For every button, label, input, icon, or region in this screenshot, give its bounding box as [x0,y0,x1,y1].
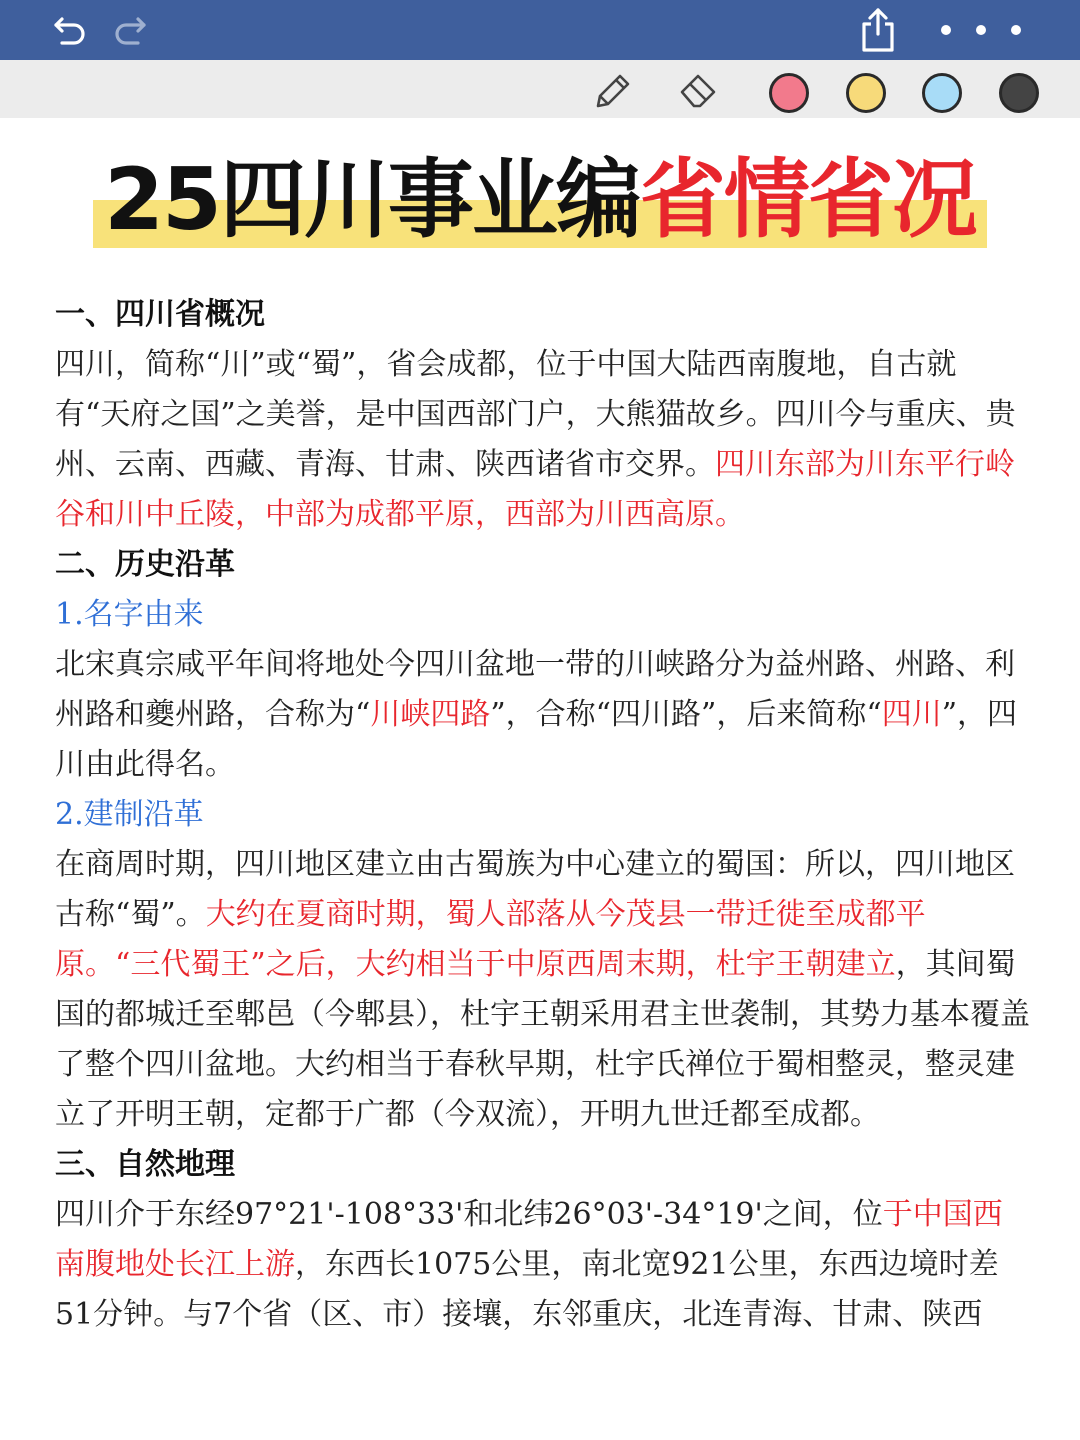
title-part2: 省情省况 [639,150,976,250]
section3-heading: 三、自然地理 [55,1147,235,1182]
section2-p2-text-a: 在商周时期，四川地区建立由古蜀族为中心建立的蜀国：所以，四川地区古称“蜀”。 [55,847,1015,932]
section2-heading: 二、历史沿革 [55,547,235,582]
section2-p1-text-a: 北宋真宗咸平年间将地处今四川盆地一带的川峡路分为益州路、州路、利州路和夔州路，合称为“ [55,647,1015,732]
document-content [55,290,1030,1340]
section2-p2-red: 大约在夏商时期，蜀人部落从今茂县一带迁徙至成都平原。“三代蜀王”之后，大约相当于中原西周末期，杜宇王朝建立 [55,897,926,982]
pencil-tool-button[interactable] [590,68,634,112]
section2-p1-red-b: 四川 [881,697,942,732]
section2-p2-text-b: ，其间蜀国的都城迁至郫邑（今郫县），杜宇王朝采用君主世袭制，其势力基本覆盖了整个四川盆地。大约相当于春秋早期，杜宇氏禅位于蜀相整灵，整灵建立了开明王朝，定都于广都（今双流），开明九世迁都至成都。 [55,947,1030,1132]
dark-gray-color-swatch[interactable] [999,73,1039,113]
section1-paragraph [55,340,1030,540]
pencil-icon [590,68,634,112]
section3-text-b: ，东西长1075公里，南北宽921公里，东西边境时差51分钟。与7个省（区、市）接壤，东邻重庆，北连青海、甘肃、陕西 [55,1247,999,1332]
section2-paragraph-1 [55,640,1030,790]
redo-icon [110,10,150,50]
section2-p1-text-b: ”，合称“四川路”，后来简称“ [490,697,882,732]
undo-icon [50,10,90,50]
yellow-color-swatch[interactable] [846,73,886,113]
eraser-tool-button[interactable] [676,68,720,112]
redo-button[interactable] [108,8,152,52]
more-button[interactable] [936,8,1026,52]
section2-subheading-2: 2.建制沿革 [55,797,204,832]
share-icon [856,6,900,54]
light-blue-color-swatch[interactable] [922,73,962,113]
section2-p1-red-a: 川峡四路 [370,697,491,732]
title-banner [0,140,1080,260]
section1-heading: 一、四川省概况 [55,297,265,332]
section1-text: 四川，简称“川”或“蜀”，省会成都，位于中国大陆西南腹地，自古就有“天府之国”之美誉，是中国西部门户，大熊猫故乡。四川今与重庆、贵州、云南、西藏、青海、甘肃、陕西诸省市交界。 [55,347,1016,482]
title-part1: 25四川事业编 [104,150,640,250]
pink-color-swatch[interactable] [769,73,809,113]
eraser-icon [676,68,720,112]
top-app-bar [0,0,1080,60]
section3-text-a: 四川介于东经97°21'-108°33'和北纬26°03'-34°19'之间，位 [55,1197,883,1232]
more-icon [936,20,1026,40]
section2-p1-text-c: ”，四川由此得名。 [55,697,1018,782]
undo-button[interactable] [48,8,92,52]
share-button[interactable] [856,8,900,52]
section1-red-text: 四川东部为川东平行岭谷和川中丘陵，中部为成都平原，西部为川西高原。 [55,447,1015,532]
section3-paragraph [55,1190,1030,1340]
page-title [0,150,1080,250]
drawing-toolbar [0,60,1080,118]
section2-paragraph-2 [55,840,1030,1140]
section3-red-text: 于中国西南腹地处长江上游 [55,1197,1003,1282]
section2-subheading-1: 1.名字由来 [55,597,204,632]
